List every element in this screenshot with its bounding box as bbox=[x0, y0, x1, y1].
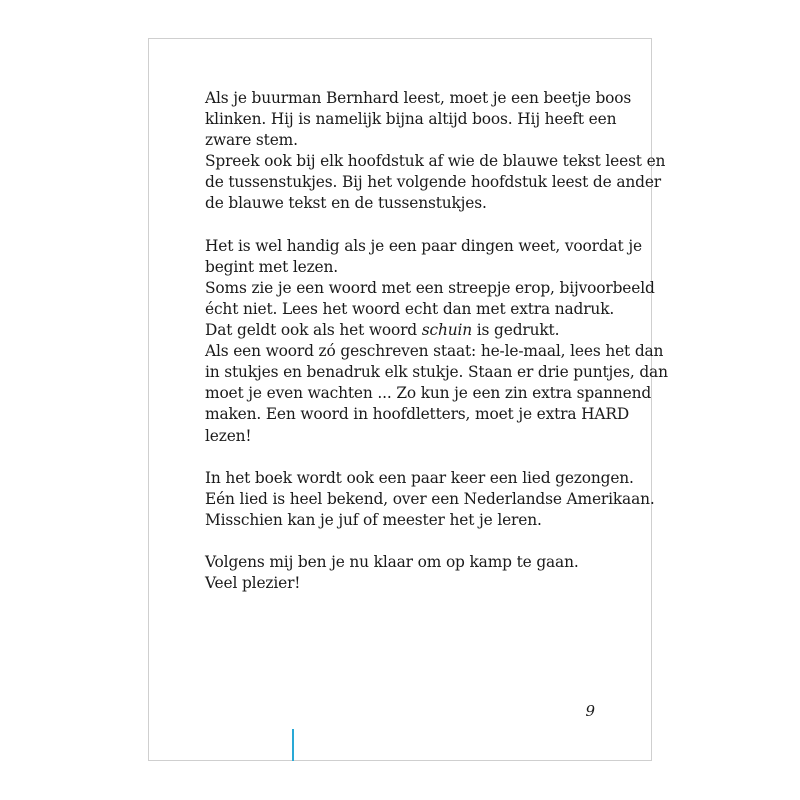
page-number: 9 bbox=[585, 702, 595, 720]
italic-text-run: schuin bbox=[421, 321, 473, 340]
text-run: Veel plezier! bbox=[205, 574, 301, 593]
text-line bbox=[205, 510, 615, 531]
text-run: moet je even wachten ... Zo kun je een zin extra spannend bbox=[205, 384, 652, 403]
text-run: maken. Een woord in hoofdletters, moet je extra HARD bbox=[205, 405, 630, 424]
text-run: zware stem. bbox=[205, 131, 298, 150]
text-run: Als een woord zó geschreven staat: he-le-maal, lees het dan bbox=[205, 342, 664, 361]
text-run: de tussenstukjes. Bij het volgende hoofdstuk leest de ander bbox=[205, 173, 661, 192]
text-line bbox=[205, 88, 632, 109]
paragraph bbox=[205, 88, 666, 215]
text-line bbox=[205, 193, 615, 214]
text-run: Eén lied is heel bekend, over een Nederlandse Amerikaan. bbox=[205, 489, 655, 508]
text-run: Soms zie je een woord met een streepje erop, bijvoorbeeld bbox=[205, 278, 655, 297]
body-text bbox=[205, 88, 668, 594]
text-run: in stukjes en benadruk elk stukje. Staan er drie puntjes, dan bbox=[205, 363, 668, 382]
text-line bbox=[205, 426, 615, 447]
text-line bbox=[205, 404, 630, 425]
text-run: Als je buurman Bernhard leest, moet je een beetje boos bbox=[205, 89, 632, 107]
book-page bbox=[148, 38, 668, 761]
paragraph bbox=[205, 552, 615, 594]
gutter-mark bbox=[292, 729, 294, 761]
text-line bbox=[205, 130, 615, 151]
text-run: de blauwe tekst en de tussenstukjes. bbox=[205, 194, 487, 213]
text-line bbox=[205, 341, 664, 362]
paragraph bbox=[205, 468, 655, 531]
text-run: écht niet. Lees het woord echt dan met extra nadruk. bbox=[205, 299, 615, 318]
text-run: Dat geldt ook als het woord bbox=[205, 321, 422, 340]
text-line bbox=[205, 172, 661, 193]
text-line bbox=[205, 320, 615, 341]
text-line bbox=[205, 383, 652, 404]
text-line bbox=[205, 362, 668, 383]
text-run: Misschien kan je juf of meester het je leren. bbox=[205, 510, 542, 529]
text-run: In het boek wordt ook een paar keer een lied gezongen. bbox=[205, 468, 634, 487]
text-line bbox=[205, 489, 655, 510]
text-line bbox=[205, 109, 615, 130]
text-run: Volgens mij ben je nu klaar om op kamp te gaan. bbox=[205, 553, 579, 572]
text-run: lezen! bbox=[205, 426, 252, 445]
text-line bbox=[205, 552, 615, 573]
text-run: klinken. Hij is namelijk bijna altijd boos. Hij heeft een bbox=[205, 110, 617, 129]
text-line bbox=[205, 573, 615, 594]
text-run: Spreek ook bij elk hoofdstuk af wie de blauwe tekst leest en bbox=[205, 152, 666, 171]
text-run: is gedrukt. bbox=[472, 321, 560, 340]
text-line bbox=[205, 278, 655, 299]
text-line bbox=[205, 257, 615, 278]
text-line bbox=[205, 299, 615, 320]
text-line bbox=[205, 468, 634, 489]
text-run: Het is wel handig als je een paar dingen weet, voordat je bbox=[205, 236, 642, 255]
text-line bbox=[205, 236, 642, 257]
text-run: begint met lezen. bbox=[205, 257, 339, 276]
paragraph bbox=[205, 236, 668, 447]
text-line bbox=[205, 151, 666, 172]
